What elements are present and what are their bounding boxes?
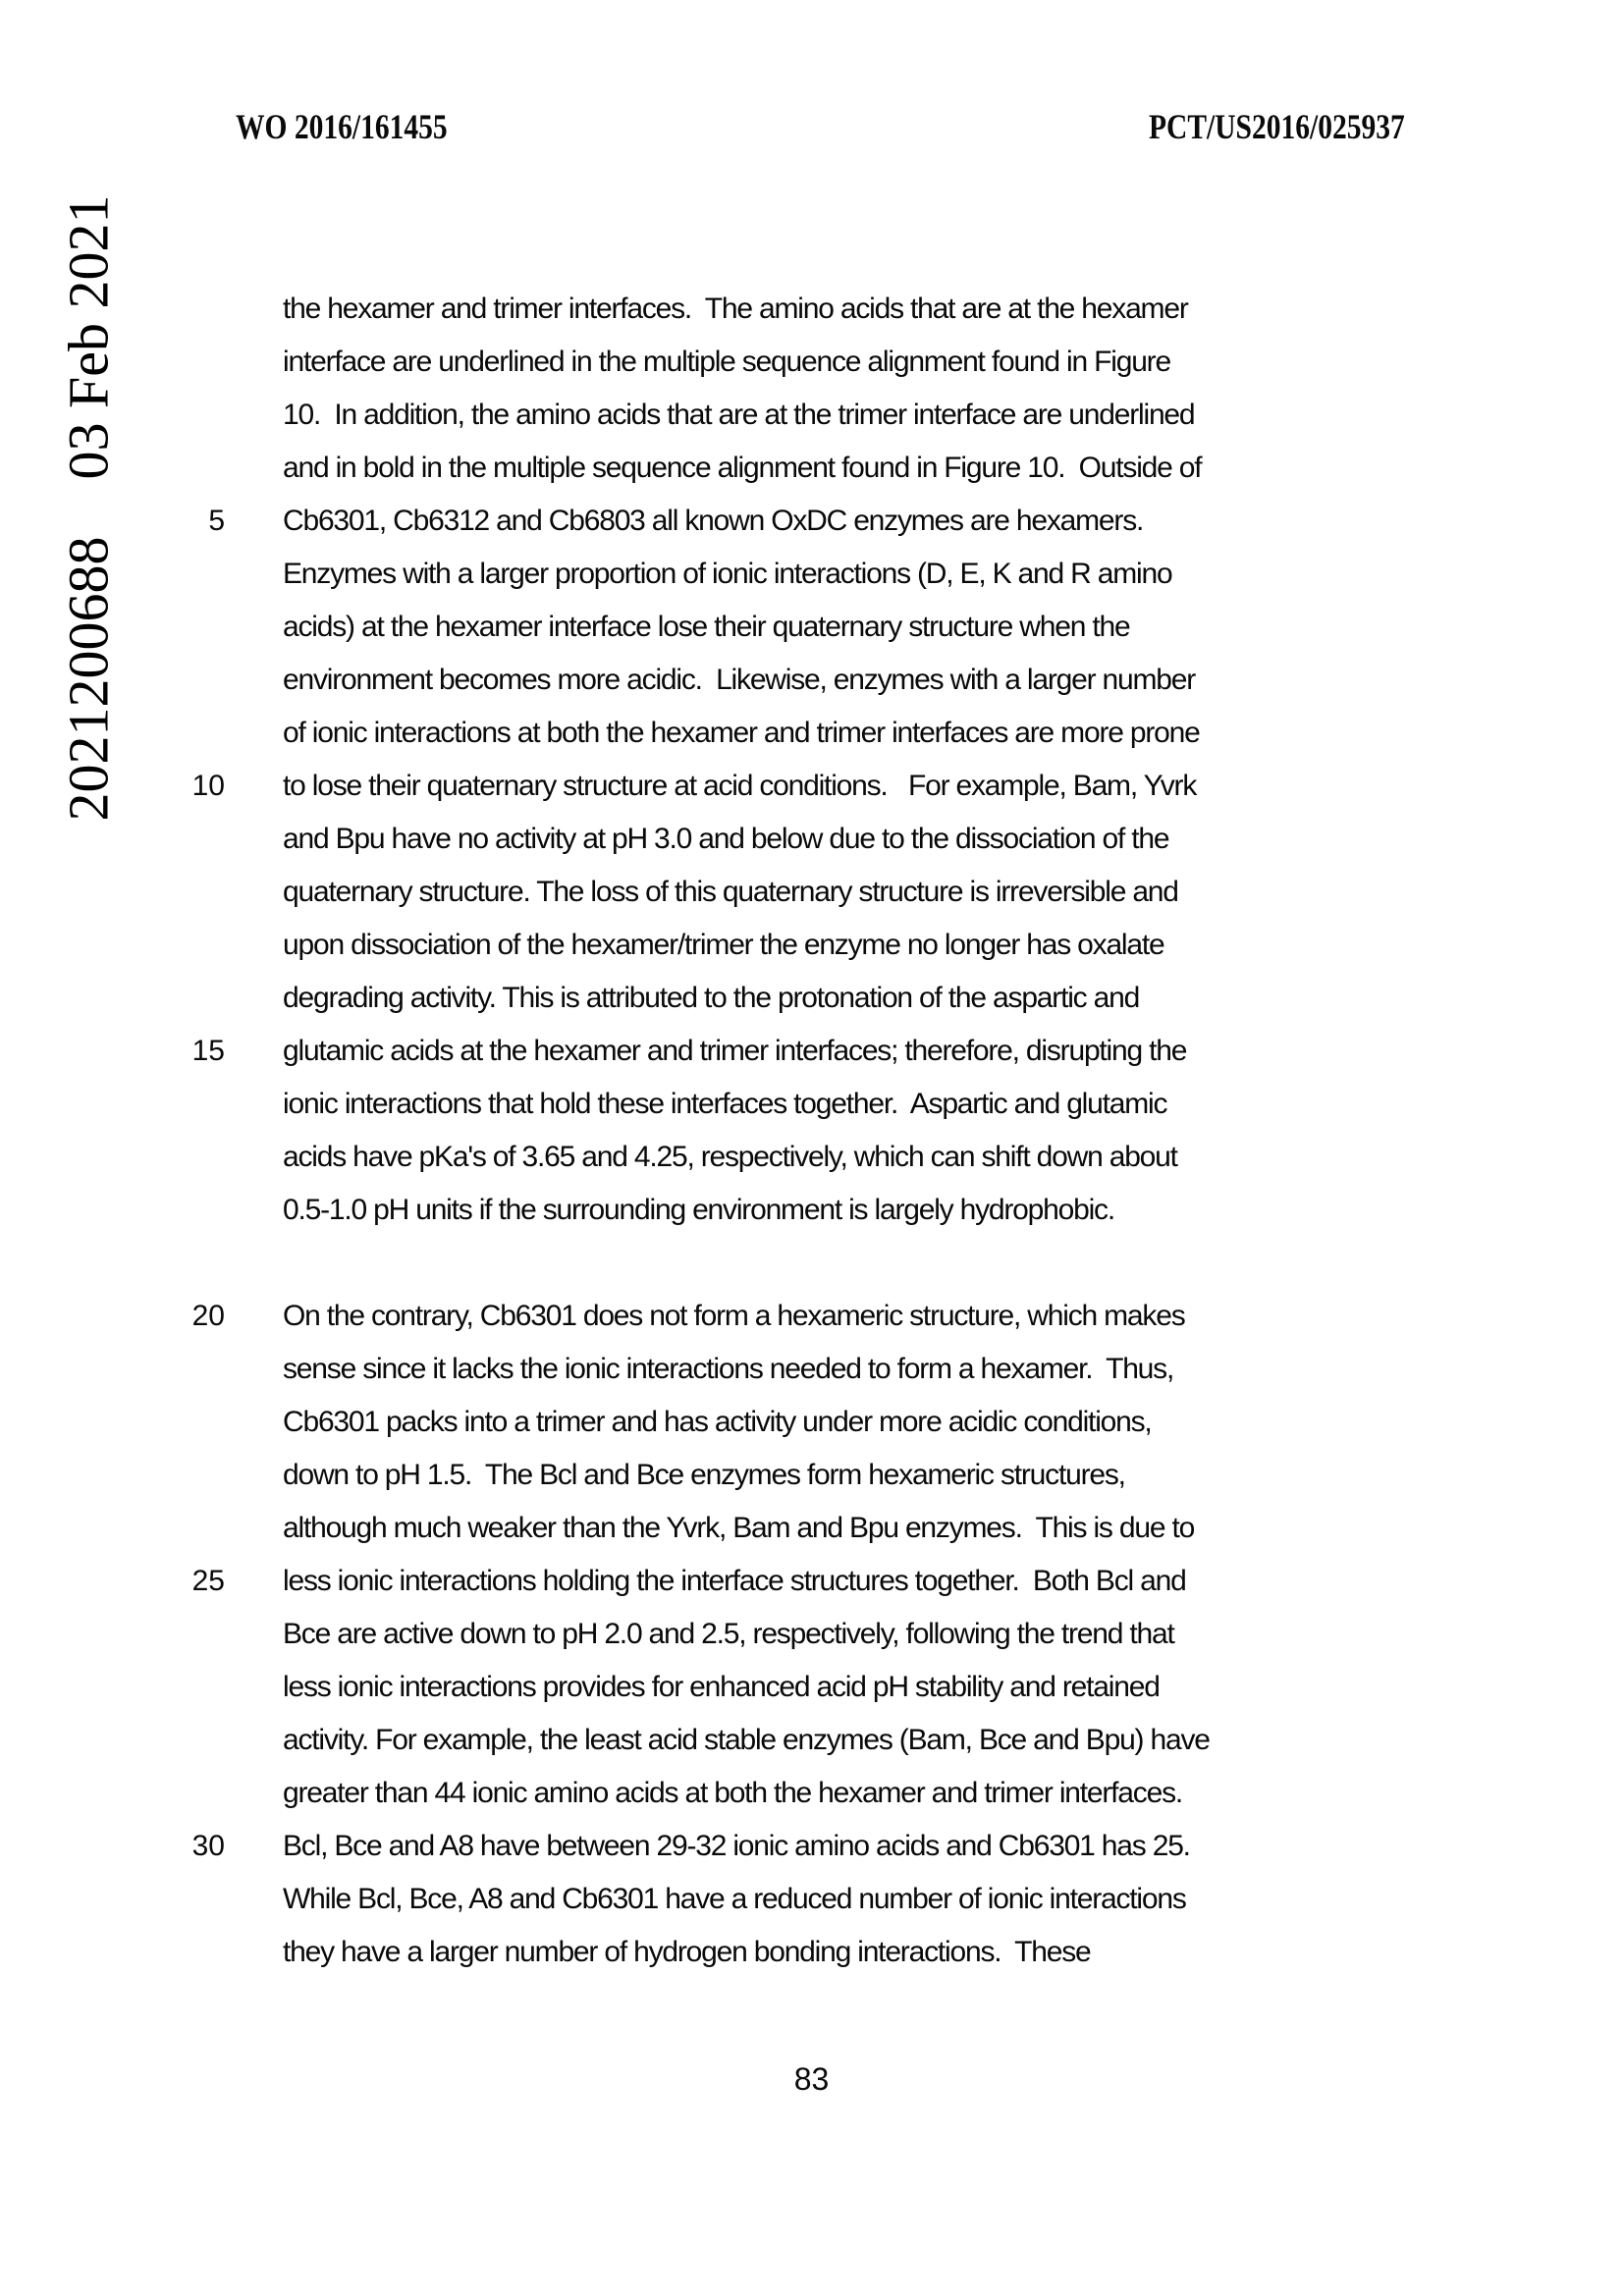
body-line	[180, 919, 1456, 972]
line-text: acids) at the hexamer interface lose their quaternary structure when the	[283, 611, 1130, 643]
body-line	[180, 1131, 1456, 1184]
body-line	[180, 1237, 1456, 1290]
line-number	[180, 1131, 225, 1184]
line-text: Bcl, Bce and A8 have between 29-32 ionic amino acids and Cb6301 has 25.	[283, 1830, 1190, 1862]
body-line	[180, 1502, 1456, 1555]
line-number	[180, 336, 225, 389]
line-text: On the contrary, Cb6301 does not form a hexameric structure, which makes	[283, 1300, 1185, 1332]
line-text: Cb6301 packs into a trimer and has activity under more acidic conditions,	[283, 1406, 1152, 1438]
line-number	[180, 1926, 225, 1979]
line-text: 0.5-1.0 pH units if the surrounding environment is largely hydrophobic.	[283, 1194, 1114, 1226]
line-number	[180, 1873, 225, 1926]
line-number	[180, 813, 225, 866]
line-number: 20	[191, 1300, 225, 1332]
body-line	[180, 1025, 1456, 1078]
line-text: upon dissociation of the hexamer/trimer the enzyme no longer has oxalate	[283, 929, 1164, 961]
body-line	[180, 1714, 1456, 1767]
body-line	[180, 866, 1456, 919]
line-number	[180, 1714, 225, 1767]
body-line	[180, 495, 1456, 548]
body-line	[180, 1184, 1456, 1237]
line-text: environment becomes more acidic. Likewise, enzymes with a larger number	[283, 664, 1196, 696]
line-number	[180, 1608, 225, 1661]
line-text: 10. In addition, the amino acids that are at the trimer interface are underlined	[283, 399, 1195, 431]
body-line	[180, 442, 1456, 495]
line-number	[180, 707, 225, 760]
line-text: ionic interactions that hold these interfaces together. Aspartic and glutamic	[283, 1088, 1167, 1120]
body-line	[180, 813, 1456, 866]
line-text: interface are underlined in the multiple sequence alignment found in Figure	[283, 346, 1170, 378]
line-number	[180, 919, 225, 972]
line-text: and in bold in the multiple sequence alignment found in Figure 10. Outside of	[283, 452, 1202, 484]
body-line	[180, 1820, 1456, 1873]
line-number: 5	[208, 505, 225, 537]
line-text: activity. For example, the least acid stable enzymes (Bam, Bce and Bpu) have	[283, 1724, 1210, 1756]
line-number	[180, 1237, 225, 1290]
body-line	[180, 1396, 1456, 1449]
line-number	[180, 1343, 225, 1396]
body-line	[180, 389, 1456, 442]
line-text: degrading activity. This is attributed to the protonation of the aspartic and	[283, 982, 1140, 1014]
body-line	[180, 1290, 1456, 1343]
body-line	[180, 1608, 1456, 1661]
body-line	[180, 1926, 1456, 1979]
line-text: they have a larger number of hydrogen bonding interactions. These	[283, 1936, 1091, 1968]
line-number	[180, 1396, 225, 1449]
body-line	[180, 1078, 1456, 1131]
line-text: of ionic interactions at both the hexamer and trimer interfaces are more prone	[283, 717, 1200, 749]
line-number: 25	[191, 1565, 225, 1597]
line-number	[180, 283, 225, 336]
line-number	[180, 442, 225, 495]
body-line	[180, 707, 1456, 760]
line-number	[180, 1449, 225, 1502]
line-number: 30	[191, 1830, 225, 1862]
line-text: and Bpu have no activity at pH 3.0 and below due to the dissociation of the	[283, 823, 1169, 855]
priority-date-stamp-text: 2021200688 03 Feb 2021	[56, 194, 121, 821]
line-text: to lose their quaternary structure at acid conditions. For example, Bam, Yvrk	[283, 770, 1197, 802]
line-text: Bce are active down to pH 2.0 and 2.5, respectively, following the trend that	[283, 1618, 1174, 1650]
body-line	[180, 548, 1456, 601]
line-number	[180, 601, 225, 654]
body-line	[180, 1767, 1456, 1820]
line-number	[180, 654, 225, 707]
line-text: the hexamer and trimer interfaces. The amino acids that are at the hexamer	[283, 293, 1188, 325]
line-text: acids have pKa's of 3.65 and 4.25, respectively, which can shift down about	[283, 1141, 1177, 1173]
line-number	[180, 1502, 225, 1555]
line-number	[180, 1184, 225, 1237]
line-number	[180, 548, 225, 601]
line-text: less ionic interactions provides for enhanced acid pH stability and retained	[283, 1671, 1160, 1703]
line-text: Cb6301, Cb6312 and Cb6803 all known OxDC enzymes are hexamers.	[283, 505, 1144, 537]
page-number: 83	[793, 2061, 830, 2097]
body-line	[180, 654, 1456, 707]
body-line	[180, 1873, 1456, 1926]
line-text: down to pH 1.5. The Bcl and Bce enzymes form hexameric structures,	[283, 1459, 1125, 1491]
line-text: less ionic interactions holding the interface structures together. Both Bcl and	[283, 1565, 1186, 1597]
line-text: While Bcl, Bce, A8 and Cb6301 have a reduced number of ionic interactions	[283, 1883, 1186, 1915]
line-text: glutamic acids at the hexamer and trimer interfaces; therefore, disrupting the	[283, 1035, 1187, 1067]
body-line	[180, 1343, 1456, 1396]
body-line	[180, 1661, 1456, 1714]
line-number	[180, 866, 225, 919]
body-line	[180, 601, 1456, 654]
body-line	[180, 336, 1456, 389]
line-text: quaternary structure. The loss of this quaternary structure is irreversible and	[283, 876, 1178, 908]
body-line	[180, 1555, 1456, 1608]
line-text: Enzymes with a larger proportion of ionic interactions (D, E, K and R amino	[283, 558, 1172, 590]
line-text: sense since it lacks the ionic interactions needed to form a hexamer. Thus,	[283, 1353, 1174, 1385]
publication-number: WO 2016/161455	[236, 107, 448, 146]
line-number	[180, 1078, 225, 1131]
line-number	[180, 1767, 225, 1820]
line-text: although much weaker than the Yvrk, Bam and Bpu enzymes. This is due to	[283, 1512, 1195, 1544]
line-number: 15	[191, 1035, 225, 1067]
body-line	[180, 760, 1456, 813]
line-number	[180, 389, 225, 442]
body-line	[180, 1449, 1456, 1502]
body-text	[180, 283, 1456, 1979]
line-number	[180, 1661, 225, 1714]
line-number: 10	[191, 770, 225, 802]
line-text: greater than 44 ionic amino acids at both the hexamer and trimer interfaces.	[283, 1777, 1183, 1809]
line-number	[180, 972, 225, 1025]
priority-date-stamp	[15, 180, 162, 835]
body-line	[180, 283, 1456, 336]
pct-application-number: PCT/US2016/025937	[1149, 107, 1405, 146]
body-line	[180, 972, 1456, 1025]
